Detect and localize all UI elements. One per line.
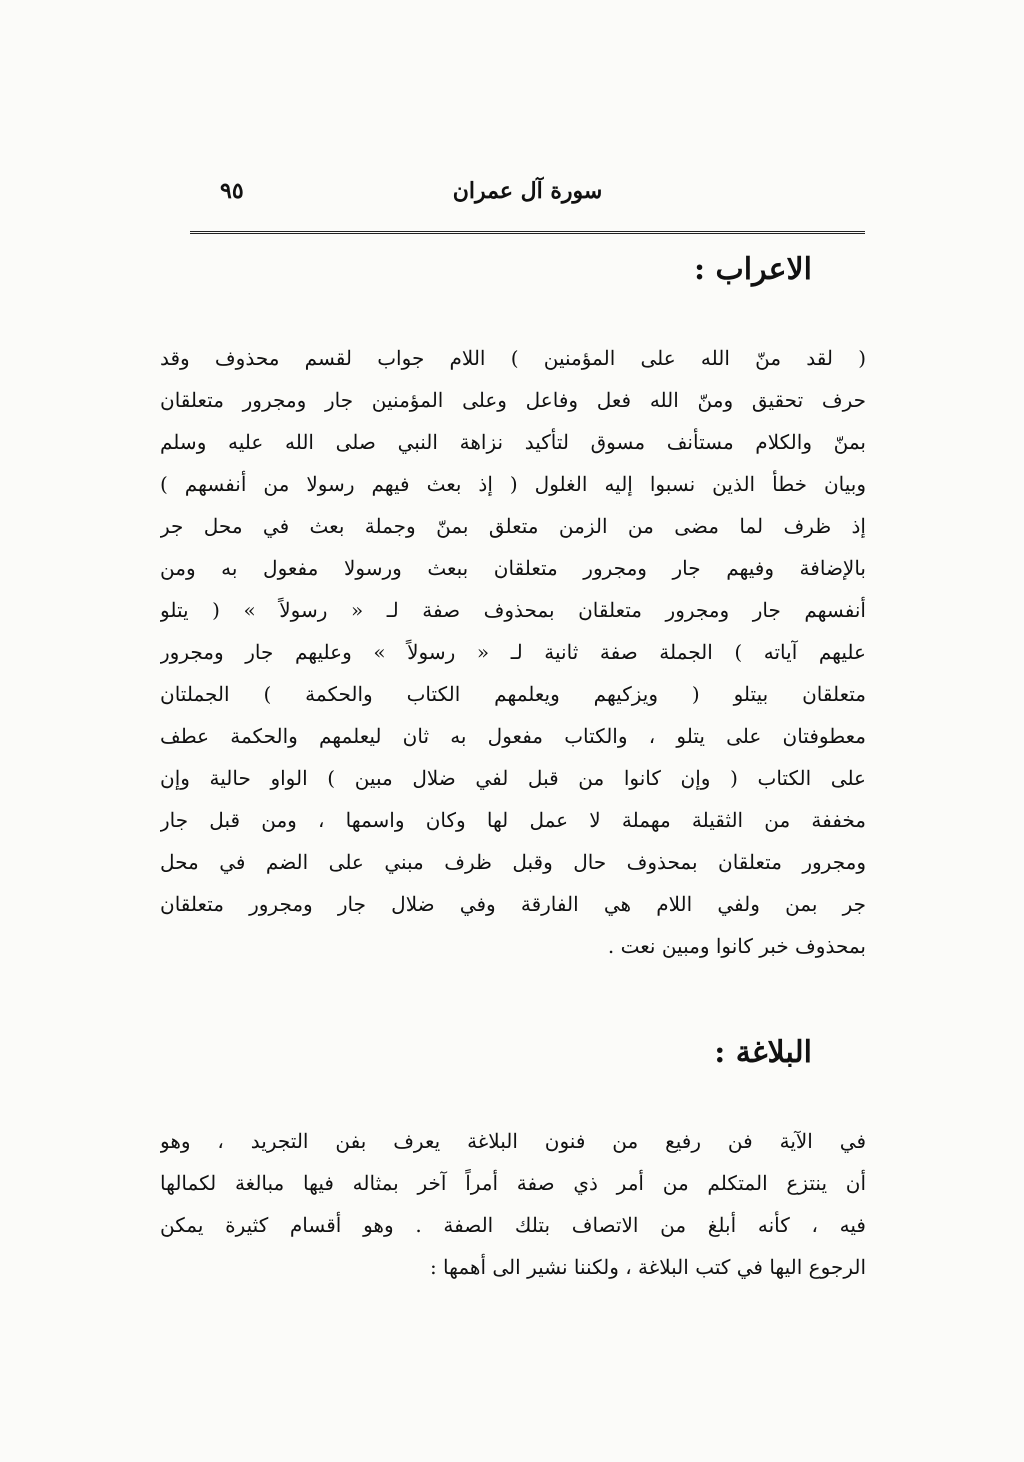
irab-paragraph (160, 337, 866, 967)
header-divider (190, 231, 865, 234)
section-heading-balagha: البلاغة : (714, 1035, 812, 1070)
surah-title: سورة آل عمران (452, 178, 603, 204)
text-line: أن ينتزع المتكلم من أمر ذي صفة أمراً آخر بمثاله فيها مبالغة لكمالها (160, 1171, 866, 1195)
running-header (190, 178, 865, 218)
page-number: ٩٥ (220, 178, 244, 204)
text-line: عليهم آياته ) الجملة صفة ثانية لـ « رسولاً » وعليهم جار ومجرور (160, 640, 866, 664)
section-heading-irab: الاعراب : (694, 252, 812, 287)
text-line: معطوفتان على يتلو ، والكتاب مفعول به ثان ليعلمهم والحكمة عطف (160, 724, 866, 748)
text-line: وبيان خطأ الذين نسبوا إليه الغلول ( إذ بعث فيهم رسولا من أنفسهم ) (160, 472, 866, 496)
balagha-paragraph (160, 1120, 866, 1288)
text-line: ومجرور متعلقان بمحذوف حال وقبل ظرف مبني على الضم في محل (160, 850, 866, 874)
text-line: جر بمن ولفي اللام هي الفارقة وفي ضلال جار ومجرور متعلقان (160, 892, 866, 916)
text-line: متعلقان بيتلو ( ويزكيهم ويعلمهم الكتاب والحكمة ) الجملتان (160, 682, 866, 706)
text-line: على الكتاب ( وإن كانوا من قبل لفي ضلال مبين ) الواو حالية وإن (160, 766, 866, 790)
text-line: مخففة من الثقيلة مهملة لا عمل لها وكان واسمها ، ومن قبل جار (160, 808, 866, 832)
text-line: حرف تحقيق ومنّ الله فعل وفاعل وعلى المؤمنين جار ومجرور متعلقان (160, 388, 866, 412)
text-line: فيه ، كأنه أبلغ من الاتصاف بتلك الصفة . وهو أقسام كثيرة يمكن (160, 1213, 866, 1237)
text-line: في الآية فن رفيع من فنون البلاغة يعرف بفن التجريد ، وهو (160, 1129, 866, 1153)
text-line: ( لقد منّ الله على المؤمنين ) اللام جواب لقسم محذوف وقد (160, 346, 866, 370)
text-line: بالإضافة وفيهم جار ومجرور متعلقان ببعث ورسولا مفعول به ومن (160, 556, 866, 580)
text-line: بمحذوف خبر كانوا ومبين نعت . (607, 934, 866, 958)
text-line: إذ ظرف لما مضى من الزمن متعلق بمنّ وجملة بعث في محل جر (160, 514, 866, 538)
text-line: بمنّ والكلام مستأنف مسوق لتأكيد نزاهة النبي صلى الله عليه وسلم (160, 430, 866, 454)
text-line: الرجوع اليها في كتب البلاغة ، ولكننا نشير الى أهمها : (429, 1255, 866, 1279)
text-line: أنفسهم جار ومجرور متعلقان بمحذوف صفة لـ « رسولاً » ( يتلو (160, 598, 866, 622)
